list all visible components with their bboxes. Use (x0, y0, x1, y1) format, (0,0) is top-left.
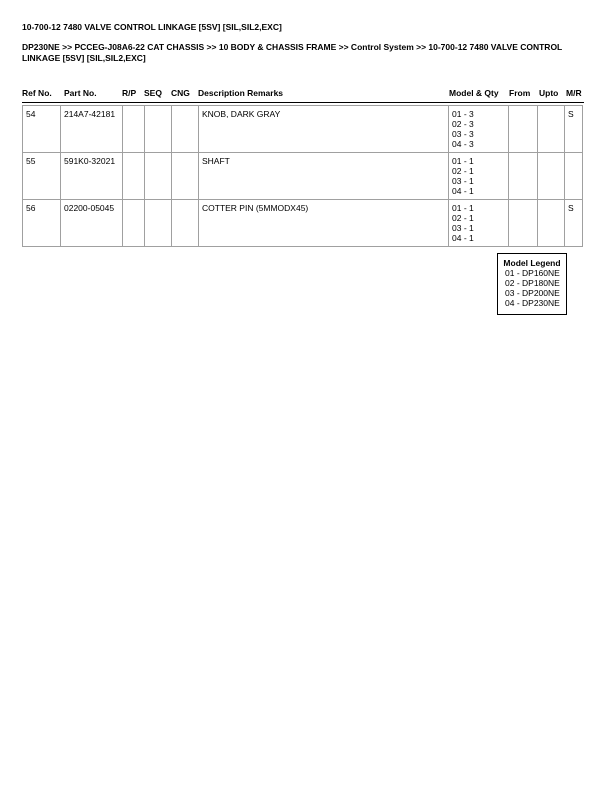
cng-cell (172, 106, 199, 153)
table-header (22, 88, 584, 103)
model-qty-line: 04 - 3 (452, 139, 474, 149)
model-qty-line: 01 - 1 (452, 203, 474, 213)
mr-cell (565, 153, 583, 200)
model-qty-line: 03 - 1 (452, 223, 474, 233)
model-legend-item: 04 - DP230NE (505, 298, 560, 308)
model-qty-line: 02 - 1 (452, 166, 474, 176)
rp-cell (123, 153, 145, 200)
header-seq: SEQ (144, 88, 162, 98)
upto-cell (538, 153, 565, 200)
from-cell (509, 200, 538, 247)
rp-cell (123, 200, 145, 247)
header-rp: R/P (122, 88, 137, 98)
model-qty-line: 02 - 1 (452, 213, 474, 223)
table-row (23, 200, 583, 247)
model-qty-line: 02 - 3 (452, 119, 474, 129)
model-qty-cell (449, 153, 509, 200)
header-cng: CNG (171, 88, 190, 98)
upto-cell (538, 106, 565, 153)
description-cell: COTTER PIN (5MMODX45) (199, 200, 449, 247)
mr-cell: S (565, 200, 583, 247)
ref-no-cell: 56 (23, 200, 61, 247)
breadcrumb: DP230NE >> PCCEG-J08A6-22 CAT CHASSIS >> 10 BODY & CHASSIS FRAME >> Control System >> 10-700-12 7480 VALVE CONTROL LINKAGE [5SV] [SIL,SIL2,EXC] (22, 42, 563, 63)
seq-cell (145, 200, 172, 247)
model-legend-title: Model Legend (503, 258, 561, 268)
seq-cell (145, 106, 172, 153)
ref-no-cell: 55 (23, 153, 61, 200)
model-qty-line: 01 - 3 (452, 109, 474, 119)
part-no-cell: 591K0-32021 (61, 153, 123, 200)
model-legend-item: 02 - DP180NE (505, 278, 560, 288)
header-model-qty: Model & Qty (449, 88, 499, 98)
model-qty-line: 04 - 1 (452, 186, 474, 196)
model-qty-line: 04 - 1 (452, 233, 474, 243)
model-legend-item: 03 - DP200NE (505, 288, 560, 298)
model-legend-item: 01 - DP160NE (505, 268, 560, 278)
model-legend (497, 253, 567, 315)
seq-cell (145, 153, 172, 200)
header-upto: Upto (539, 88, 559, 98)
model-qty-line: 03 - 3 (452, 129, 474, 139)
model-qty-line: 03 - 1 (452, 176, 474, 186)
description-cell: KNOB, DARK GRAY (199, 106, 449, 153)
header-from: From (509, 88, 531, 98)
cng-cell (172, 200, 199, 247)
header-description: Description Remarks (198, 88, 284, 98)
rp-cell (123, 106, 145, 153)
model-qty-cell (449, 106, 509, 153)
description-cell: SHAFT (199, 153, 449, 200)
cng-cell (172, 153, 199, 200)
ref-no-cell: 54 (23, 106, 61, 153)
table-row (23, 153, 583, 200)
from-cell (509, 106, 538, 153)
header-mr: M/R (566, 88, 582, 98)
mr-cell: S (565, 106, 583, 153)
table-row (23, 106, 583, 153)
header-ref-no: Ref No. (22, 88, 52, 98)
model-qty-cell (449, 200, 509, 247)
upto-cell (538, 200, 565, 247)
part-no-cell: 02200-05045 (61, 200, 123, 247)
model-qty-line: 01 - 1 (452, 156, 474, 166)
part-no-cell: 214A7-42181 (61, 106, 123, 153)
from-cell (509, 153, 538, 200)
parts-table (22, 105, 583, 247)
page-title: 10-700-12 7480 VALVE CONTROL LINKAGE [5SV] [SIL,SIL2,EXC] (22, 22, 282, 32)
header-part-no: Part No. (64, 88, 97, 98)
